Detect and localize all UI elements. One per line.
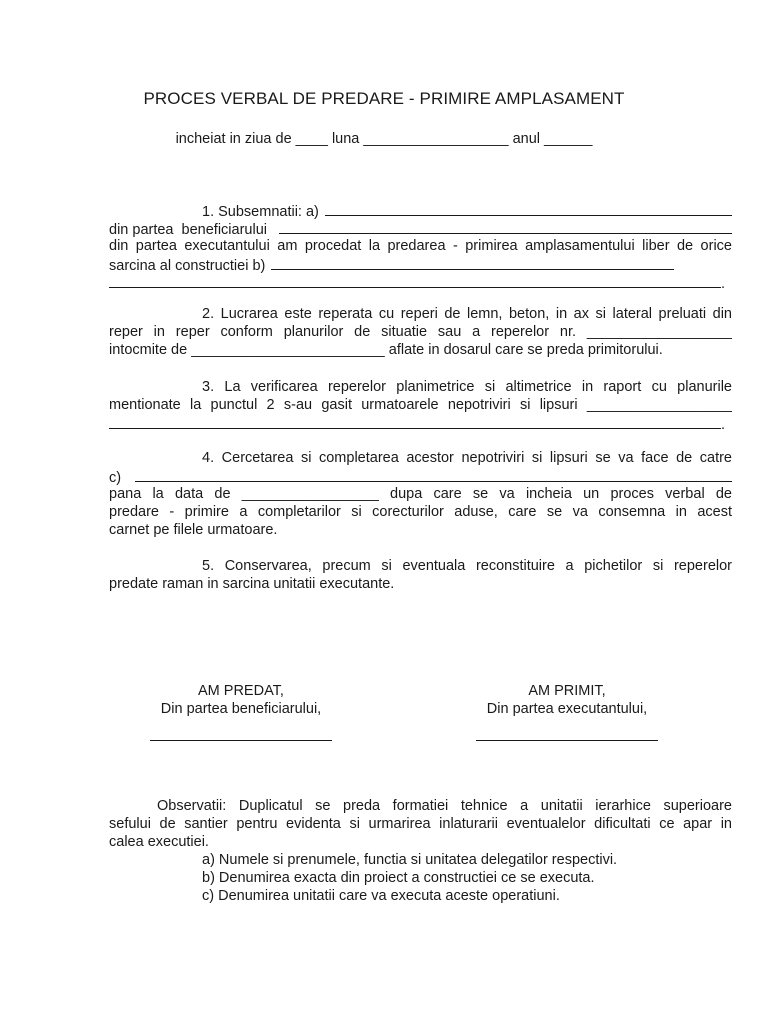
signature-right-line (476, 740, 658, 741)
section-1-line-1 (109, 201, 732, 219)
document-title: PROCES VERBAL DE PREDARE - PRIMIRE AMPLASAMENT (143, 89, 625, 108)
observation-item-b: b) Denumirea exacta din proiect a constructiei ce se executa. (202, 870, 595, 886)
section-3 (109, 378, 732, 432)
observations (109, 797, 732, 905)
section-3-line-2: mentionate la punctul 2 s-au gasit urmatoarele nepotriviri si lipsuri __________________ (109, 397, 732, 413)
signature-left-title: AM PREDAT, (198, 683, 284, 699)
section-4-line-5: carnet pe filele urmatoare. (109, 522, 278, 538)
section-1-end-blank (109, 273, 721, 288)
signature-right-subtitle: Din partea executantului, (486, 701, 648, 717)
section-1-line-5: . (109, 273, 732, 291)
beneficiar-blank (279, 219, 732, 234)
section-1-line-3: din partea executantului am procedat la predarea - primirea amplasamentului liber de orice (109, 238, 732, 254)
section-5-line-1: 5. Conservarea, precum si eventuala reconstituire a pichetilor si reperelor (202, 558, 732, 574)
signature-right (472, 682, 662, 741)
subsemnatii-a-blank (325, 201, 732, 216)
section-1-subsemnatii-label: 1. Subsemnatii: a) (202, 204, 319, 219)
signature-left (146, 682, 336, 741)
section-3-end-blank (109, 414, 721, 429)
observation-item-c: c) Denumirea unitatii care va executa aceste operatiuni. (202, 888, 560, 904)
signature-left-subtitle: Din partea beneficiarului, (160, 701, 322, 717)
section-3-line-3: . (109, 414, 732, 432)
section-4-line-2 (109, 467, 732, 485)
section-4-line-3: pana la data de _________________ dupa care se va incheia un proces verbal de (109, 486, 732, 502)
observations-line-3: calea executiei. (109, 834, 209, 850)
document-subtitle: incheiat in ziua de ____ luna __________________ anul ______ (175, 131, 593, 147)
section-5-line-2: predate raman in sarcina unitatii executante. (109, 576, 395, 592)
constructie-b-blank (271, 255, 674, 270)
signature-left-line (150, 740, 332, 741)
section-2-line-2: reper in reper conform planurilor de situatie sau a reperelor nr. __________________ (109, 324, 732, 340)
executant-c-blank (135, 467, 732, 482)
section-1 (109, 201, 732, 291)
beneficiar-label: din partea beneficiarului (109, 222, 267, 237)
section-1-line-4 (109, 255, 732, 273)
section-2-line-1: 2. Lucrarea este reperata cu reperi de lemn, beton, in ax si lateral preluati din (202, 306, 732, 322)
section-2 (109, 305, 732, 359)
observations-line-1: Observatii: Duplicatul se preda formatiei tehnice a unitatii ierarhice superioare (157, 798, 732, 814)
section-4 (109, 449, 732, 539)
section-4-line-4: predare - primire a completarilor si corecturilor aduse, care se va consemna in acest (109, 504, 732, 520)
section-5 (109, 557, 732, 593)
section-2-line-3: intocmite de ________________________ aflate in dosarul care se preda primitorului. (109, 342, 663, 358)
signature-right-title: AM PRIMIT, (528, 683, 606, 699)
section-1-line-2 (109, 219, 732, 237)
section-4-line-1: 4. Cercetarea si completarea acestor nepotriviri si lipsuri se va face de catre (202, 450, 732, 466)
constructie-b-label: sarcina al constructiei b) (109, 258, 266, 273)
observations-line-2: sefului de santier pentru evidenta si urmarirea inlaturarii eventualelor dificultati ce apar in (109, 816, 732, 832)
section-3-line-1: 3. La verificarea reperelor planimetrice si altimetrice in raport cu planurile (202, 379, 732, 395)
observation-item-a: a) Numele si prenumele, functia si unitatea delegatilor respectivi. (202, 852, 618, 868)
executant-c-label: c) (109, 470, 122, 485)
